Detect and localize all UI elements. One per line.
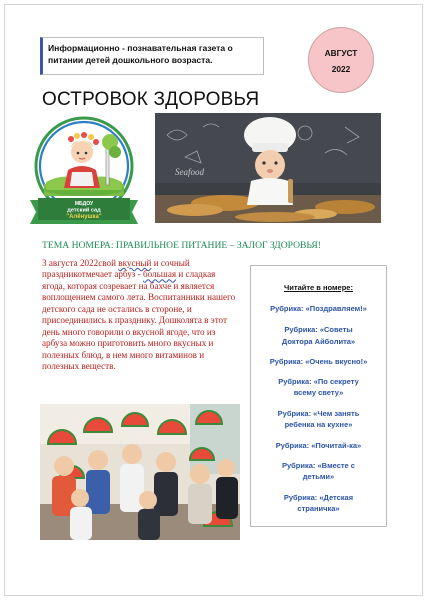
article-fragment: свой: [98, 258, 119, 268]
contents-item[interactable]: Рубрика: «Очень вкусно!»: [269, 357, 368, 366]
article-word-big: большая: [143, 269, 177, 280]
contents-item[interactable]: Рубрика: «Детская: [283, 493, 354, 502]
baby-chef-photo: [155, 113, 381, 223]
article-fragment: отмечает арбуз -: [77, 269, 143, 280]
issue-date-badge: [308, 27, 374, 93]
contents-item[interactable]: Рубрика: «Советы: [284, 325, 353, 334]
contents-item[interactable]: Рубрика: «Поздравляем!»: [270, 304, 367, 313]
issue-month: АВГУСТ: [324, 48, 358, 58]
newspaper-subtitle-box: [40, 37, 264, 75]
contents-item[interactable]: Рубрика: «Вместе с: [282, 461, 355, 470]
article-text: [42, 258, 238, 373]
article-fragment: и сладкая ягода, которая созревает на бахче и является воплощением самого лета. Воспитанники нашего детского сада не остались в стороне, и присоединились к празднику. Дошколята в этот день много говорили о вкусной ягоде, что из арбуза можно приготовить много вкусных и полезных блюд, в нем много витаминов и полезных веществ.: [42, 269, 236, 372]
logo-org-text: МБДОУ: [74, 201, 94, 207]
article-date: 3 августа 2022: [42, 258, 99, 268]
kids-watermelon-photo: [40, 404, 240, 540]
issue-year: 2022: [331, 64, 351, 74]
contents-item[interactable]: Рубрика: «По секрету: [278, 377, 359, 386]
contents-item[interactable]: всему свету»: [293, 388, 344, 397]
contents-item[interactable]: Доктора Айболита»: [281, 337, 356, 346]
newspaper-title: ОСТРОВОК ЗДОРОВЬЯ: [42, 89, 260, 110]
contents-item[interactable]: ребенка на кухне»: [284, 420, 353, 429]
logo-kind-text: детский сад: [67, 207, 101, 214]
svg-text:Seafood: Seafood: [175, 167, 204, 177]
contents-item[interactable]: Рубрика: «Чем занять: [277, 409, 360, 418]
contents-item[interactable]: детьми»: [302, 472, 335, 481]
contents-heading: Читайте в номере:: [284, 283, 353, 292]
contents-item[interactable]: страничка»: [297, 504, 340, 513]
article-word-tasty: вкусный: [118, 258, 152, 268]
newspaper-subtitle-line-1: Информационно - познавательная газета о: [48, 43, 233, 53]
article-paragraph: [42, 258, 238, 373]
contents-item[interactable]: Рубрика: «Почитай-ка»: [275, 441, 362, 450]
newspaper-subtitle-line-2: питании детей дошкольного возраста.: [48, 55, 213, 65]
article-fragment: и сочный праздник: [42, 258, 190, 280]
table-of-contents: [250, 265, 387, 527]
kindergarten-logo: [24, 112, 144, 235]
logo-name-text: "Алёнушка": [66, 214, 102, 220]
issue-topic: ТЕМА НОМЕРА: ПРАВИЛЬНОЕ ПИТАНИЕ – ЗАЛОГ ЗДОРОВЬЯ!: [42, 240, 322, 251]
